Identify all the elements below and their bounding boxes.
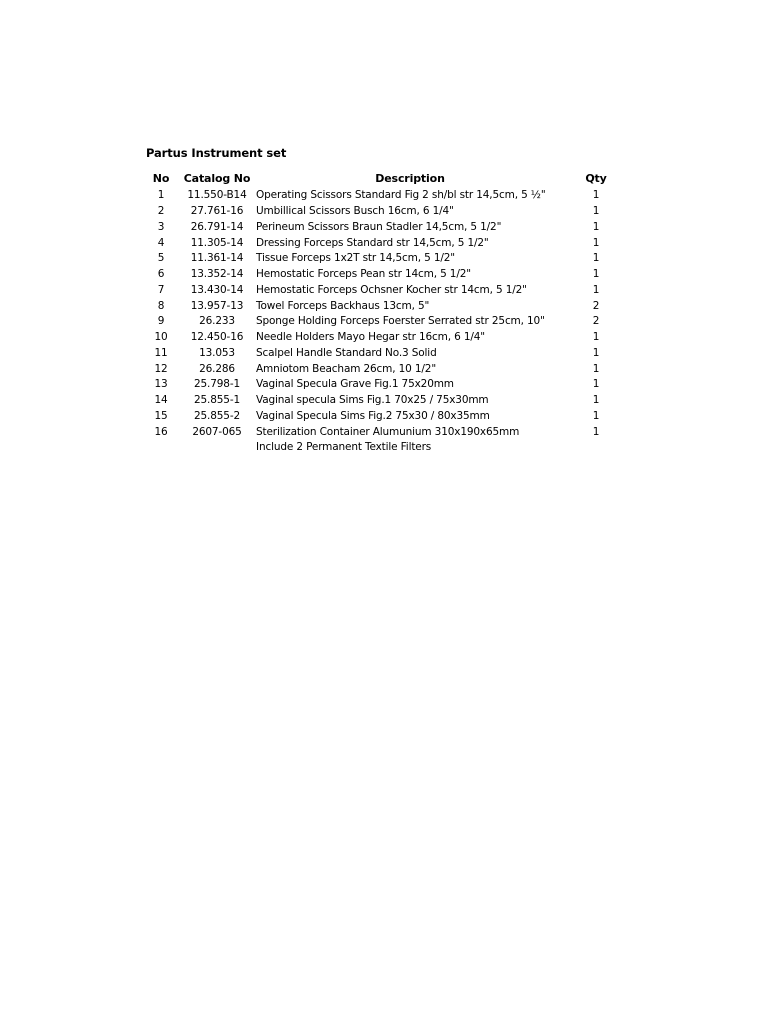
cell-no: 10 xyxy=(154,331,168,344)
cell-no: 3 xyxy=(157,220,165,233)
cell-description: Needle Holders Mayo Hegar str 16cm, 6 1/4" xyxy=(256,331,485,344)
table-row xyxy=(142,330,622,346)
cell-qty xyxy=(570,440,622,456)
cell-description: Scalpel Handle Standard No.3 Solid xyxy=(256,346,437,359)
table-row xyxy=(142,424,622,440)
cell-description: Vaginal Specula Sims Fig.2 75x30 / 80x35mm xyxy=(256,409,490,422)
cell-qty: 1 xyxy=(592,189,600,202)
cell-catalog-no: 13.053 xyxy=(199,346,235,359)
cell-qty: 1 xyxy=(592,362,600,375)
cell-description: Umbillical Scissors Busch 16cm, 6 1/4" xyxy=(256,205,454,218)
cell-no: 7 xyxy=(157,283,165,296)
document-title: Partus Instrument set xyxy=(146,146,287,160)
cell-no: 5 xyxy=(157,252,165,265)
cell-catalog-no: 13.430-14 xyxy=(190,283,244,296)
table-row xyxy=(142,283,622,299)
table-header-row xyxy=(142,168,622,188)
cell-no: 14 xyxy=(154,394,168,407)
column-header-description: Description xyxy=(375,171,445,185)
cell-no: 16 xyxy=(154,425,168,438)
table-row xyxy=(142,188,622,204)
cell-catalog-no: 13.352-14 xyxy=(190,268,244,281)
table-row xyxy=(142,409,622,425)
column-header-catalog: Catalog No xyxy=(183,171,251,185)
cell-description: Sponge Holding Forceps Foerster Serrated str 25cm, 10" xyxy=(256,315,545,328)
cell-qty: 2 xyxy=(592,315,600,328)
cell-qty: 1 xyxy=(592,409,600,422)
table-row xyxy=(142,314,622,330)
cell-qty: 1 xyxy=(592,252,600,265)
column-header-qty: Qty xyxy=(585,171,607,185)
cell-description: Operating Scissors Standard Fig 2 sh/bl str 14,5cm, 5 ½" xyxy=(256,189,546,202)
table-row xyxy=(142,251,622,267)
cell-description: Vaginal specula Sims Fig.1 70x25 / 75x30mm xyxy=(256,394,489,407)
cell-no: 1 xyxy=(157,189,165,202)
table-body xyxy=(142,188,622,456)
cell-qty: 2 xyxy=(592,299,600,312)
cell-catalog-no: 25.798-1 xyxy=(193,378,240,391)
cell-qty: 1 xyxy=(592,425,600,438)
table-row xyxy=(142,440,622,456)
cell-no: 4 xyxy=(157,236,165,249)
cell-no: 9 xyxy=(157,315,165,328)
cell-catalog-no: 25.855-1 xyxy=(193,394,240,407)
column-header-no: No xyxy=(152,171,170,185)
cell-description: Towel Forceps Backhaus 13cm, 5" xyxy=(256,299,430,312)
cell-no: 6 xyxy=(157,268,165,281)
cell-catalog-no: 25.855-2 xyxy=(193,409,240,422)
cell-description: Hemostatic Forceps Ochsner Kocher str 14cm, 5 1/2" xyxy=(256,283,527,296)
cell-catalog-no: 26.233 xyxy=(199,315,235,328)
cell-qty: 1 xyxy=(592,205,600,218)
cell-no: 2 xyxy=(157,205,165,218)
cell-qty: 1 xyxy=(592,378,600,391)
cell-description: Perineum Scissors Braun Stadler 14,5cm, 5 1/2" xyxy=(256,220,502,233)
cell-catalog-no: 2607-065 xyxy=(192,425,242,438)
table-row xyxy=(142,361,622,377)
instrument-table xyxy=(142,168,622,456)
cell-description: Tissue Forceps 1x2T str 14,5cm, 5 1/2" xyxy=(256,252,455,265)
table-row xyxy=(142,298,622,314)
table-row xyxy=(142,204,622,220)
cell-catalog-no: 13.957-13 xyxy=(190,299,244,312)
cell-catalog-no: 11.361-14 xyxy=(190,252,244,265)
cell-qty: 1 xyxy=(592,268,600,281)
cell-catalog-no: 12.450-16 xyxy=(190,331,244,344)
table-row xyxy=(142,235,622,251)
cell-description: Sterilization Container Alumunium 310x190x65mm xyxy=(256,425,520,438)
cell-catalog-no: 26.286 xyxy=(199,362,235,375)
table-row xyxy=(142,377,622,393)
cell-description: Include 2 Permanent Textile Filters xyxy=(256,441,432,454)
cell-no: 8 xyxy=(157,299,165,312)
cell-description: Amniotom Beacham 26cm, 10 1/2" xyxy=(256,362,437,375)
cell-catalog-no: 26.791-14 xyxy=(190,220,244,233)
cell-qty: 1 xyxy=(592,394,600,407)
cell-no: 11 xyxy=(154,346,168,359)
cell-no: 12 xyxy=(154,362,168,375)
cell-no: 13 xyxy=(154,378,168,391)
cell-description: Vaginal Specula Grave Fig.1 75x20mm xyxy=(256,378,454,391)
table-row xyxy=(142,220,622,236)
cell-catalog-no: 11.305-14 xyxy=(190,236,244,249)
table-row xyxy=(142,346,622,362)
table-row xyxy=(142,393,622,409)
cell-qty: 1 xyxy=(592,283,600,296)
cell-no: 15 xyxy=(154,409,168,422)
cell-qty: 1 xyxy=(592,331,600,344)
cell-qty: 1 xyxy=(592,236,600,249)
cell-catalog-no xyxy=(180,440,254,456)
cell-qty: 1 xyxy=(592,220,600,233)
cell-catalog-no: 11.550-B14 xyxy=(187,189,247,202)
table-row xyxy=(142,267,622,283)
cell-description: Dressing Forceps Standard str 14,5cm, 5 1/2" xyxy=(256,236,489,249)
cell-no xyxy=(142,440,180,456)
cell-description: Hemostatic Forceps Pean str 14cm, 5 1/2" xyxy=(256,268,471,281)
cell-catalog-no: 27.761-16 xyxy=(190,205,244,218)
cell-qty: 1 xyxy=(592,346,600,359)
